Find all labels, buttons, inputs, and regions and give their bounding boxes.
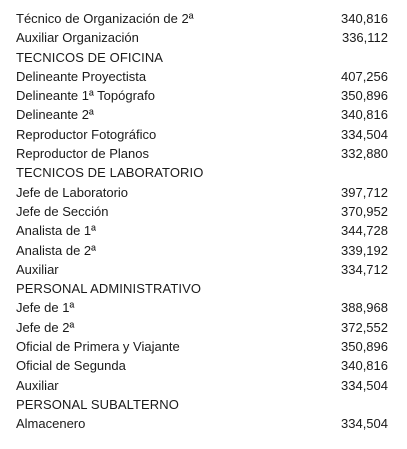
row-value: 350,896 — [341, 88, 388, 104]
row-value: 344,728 — [341, 223, 388, 239]
row-value: 340,816 — [341, 11, 388, 26]
table-row — [16, 356, 391, 375]
section-heading: PERSONAL ADMINISTRATIVO — [16, 281, 202, 297]
table-row — [16, 28, 391, 47]
row-label: Jefe de Laboratorio — [16, 184, 129, 200]
row-label: Almacenero — [16, 416, 86, 432]
row-value: 370,952 — [341, 203, 388, 219]
table-row — [16, 414, 391, 433]
row-value: 339,192 — [341, 242, 388, 258]
row-value: 397,712 — [341, 184, 388, 200]
table-row — [16, 67, 391, 86]
table-row — [16, 298, 391, 317]
table-row — [16, 125, 391, 144]
row-value: 334,504 — [341, 377, 388, 393]
table-row — [16, 260, 391, 279]
section-heading: PERSONAL SUBALTERNO — [16, 396, 179, 412]
table-row — [16, 202, 391, 221]
row-label: Reproductor Fotográfico — [16, 126, 157, 142]
row-label: Jefe de Sección — [16, 203, 109, 219]
section-heading-row — [16, 279, 391, 298]
row-value: 334,504 — [341, 416, 388, 432]
row-value: 388,968 — [341, 300, 388, 316]
row-label: Oficial de Primera y Viajante — [16, 339, 180, 355]
row-label: Analista de 2ª — [16, 242, 96, 258]
row-label: Analista de 1ª — [16, 223, 96, 239]
section-heading: TECNICOS DE LABORATORIO — [16, 165, 204, 181]
table-row — [16, 105, 391, 124]
table-row — [16, 241, 391, 260]
table-row — [16, 9, 391, 28]
section-heading-row — [16, 163, 391, 182]
row-value: 350,896 — [341, 339, 388, 355]
table-row — [16, 144, 391, 163]
table-row — [16, 337, 391, 356]
row-label: Auxiliar — [16, 261, 59, 277]
row-value: 332,880 — [341, 146, 388, 162]
table-row — [16, 376, 391, 395]
table-row — [16, 318, 391, 337]
section-heading-row — [16, 48, 391, 67]
table-row — [16, 183, 391, 202]
table-row — [16, 221, 391, 240]
row-label: Delineante 2ª — [16, 107, 94, 123]
row-label: Jefe de 1ª — [16, 300, 75, 316]
row-value: 340,816 — [341, 107, 388, 123]
row-label: Técnico de Organización de 2ª — [16, 11, 194, 26]
section-heading-row — [16, 395, 391, 414]
row-value: 372,552 — [341, 319, 388, 335]
row-label: Delineante 1ª Topógrafo — [16, 88, 156, 104]
row-value: 334,504 — [341, 126, 388, 142]
table-row — [16, 86, 391, 105]
section-heading: TECNICOS DE OFICINA — [16, 49, 164, 65]
row-value: 336,112 — [341, 30, 388, 46]
salary-table — [16, 9, 391, 434]
row-value: 334,712 — [341, 261, 388, 277]
row-label: Delineante Proyectista — [16, 68, 147, 84]
row-value: 340,816 — [341, 358, 388, 374]
row-label: Reproductor de Planos — [16, 146, 149, 162]
row-label: Auxiliar Organización — [16, 30, 139, 46]
row-label: Jefe de 2ª — [16, 319, 75, 335]
row-value: 407,256 — [341, 68, 388, 84]
row-label: Auxiliar — [16, 377, 59, 393]
row-label: Oficial de Segunda — [16, 358, 126, 374]
